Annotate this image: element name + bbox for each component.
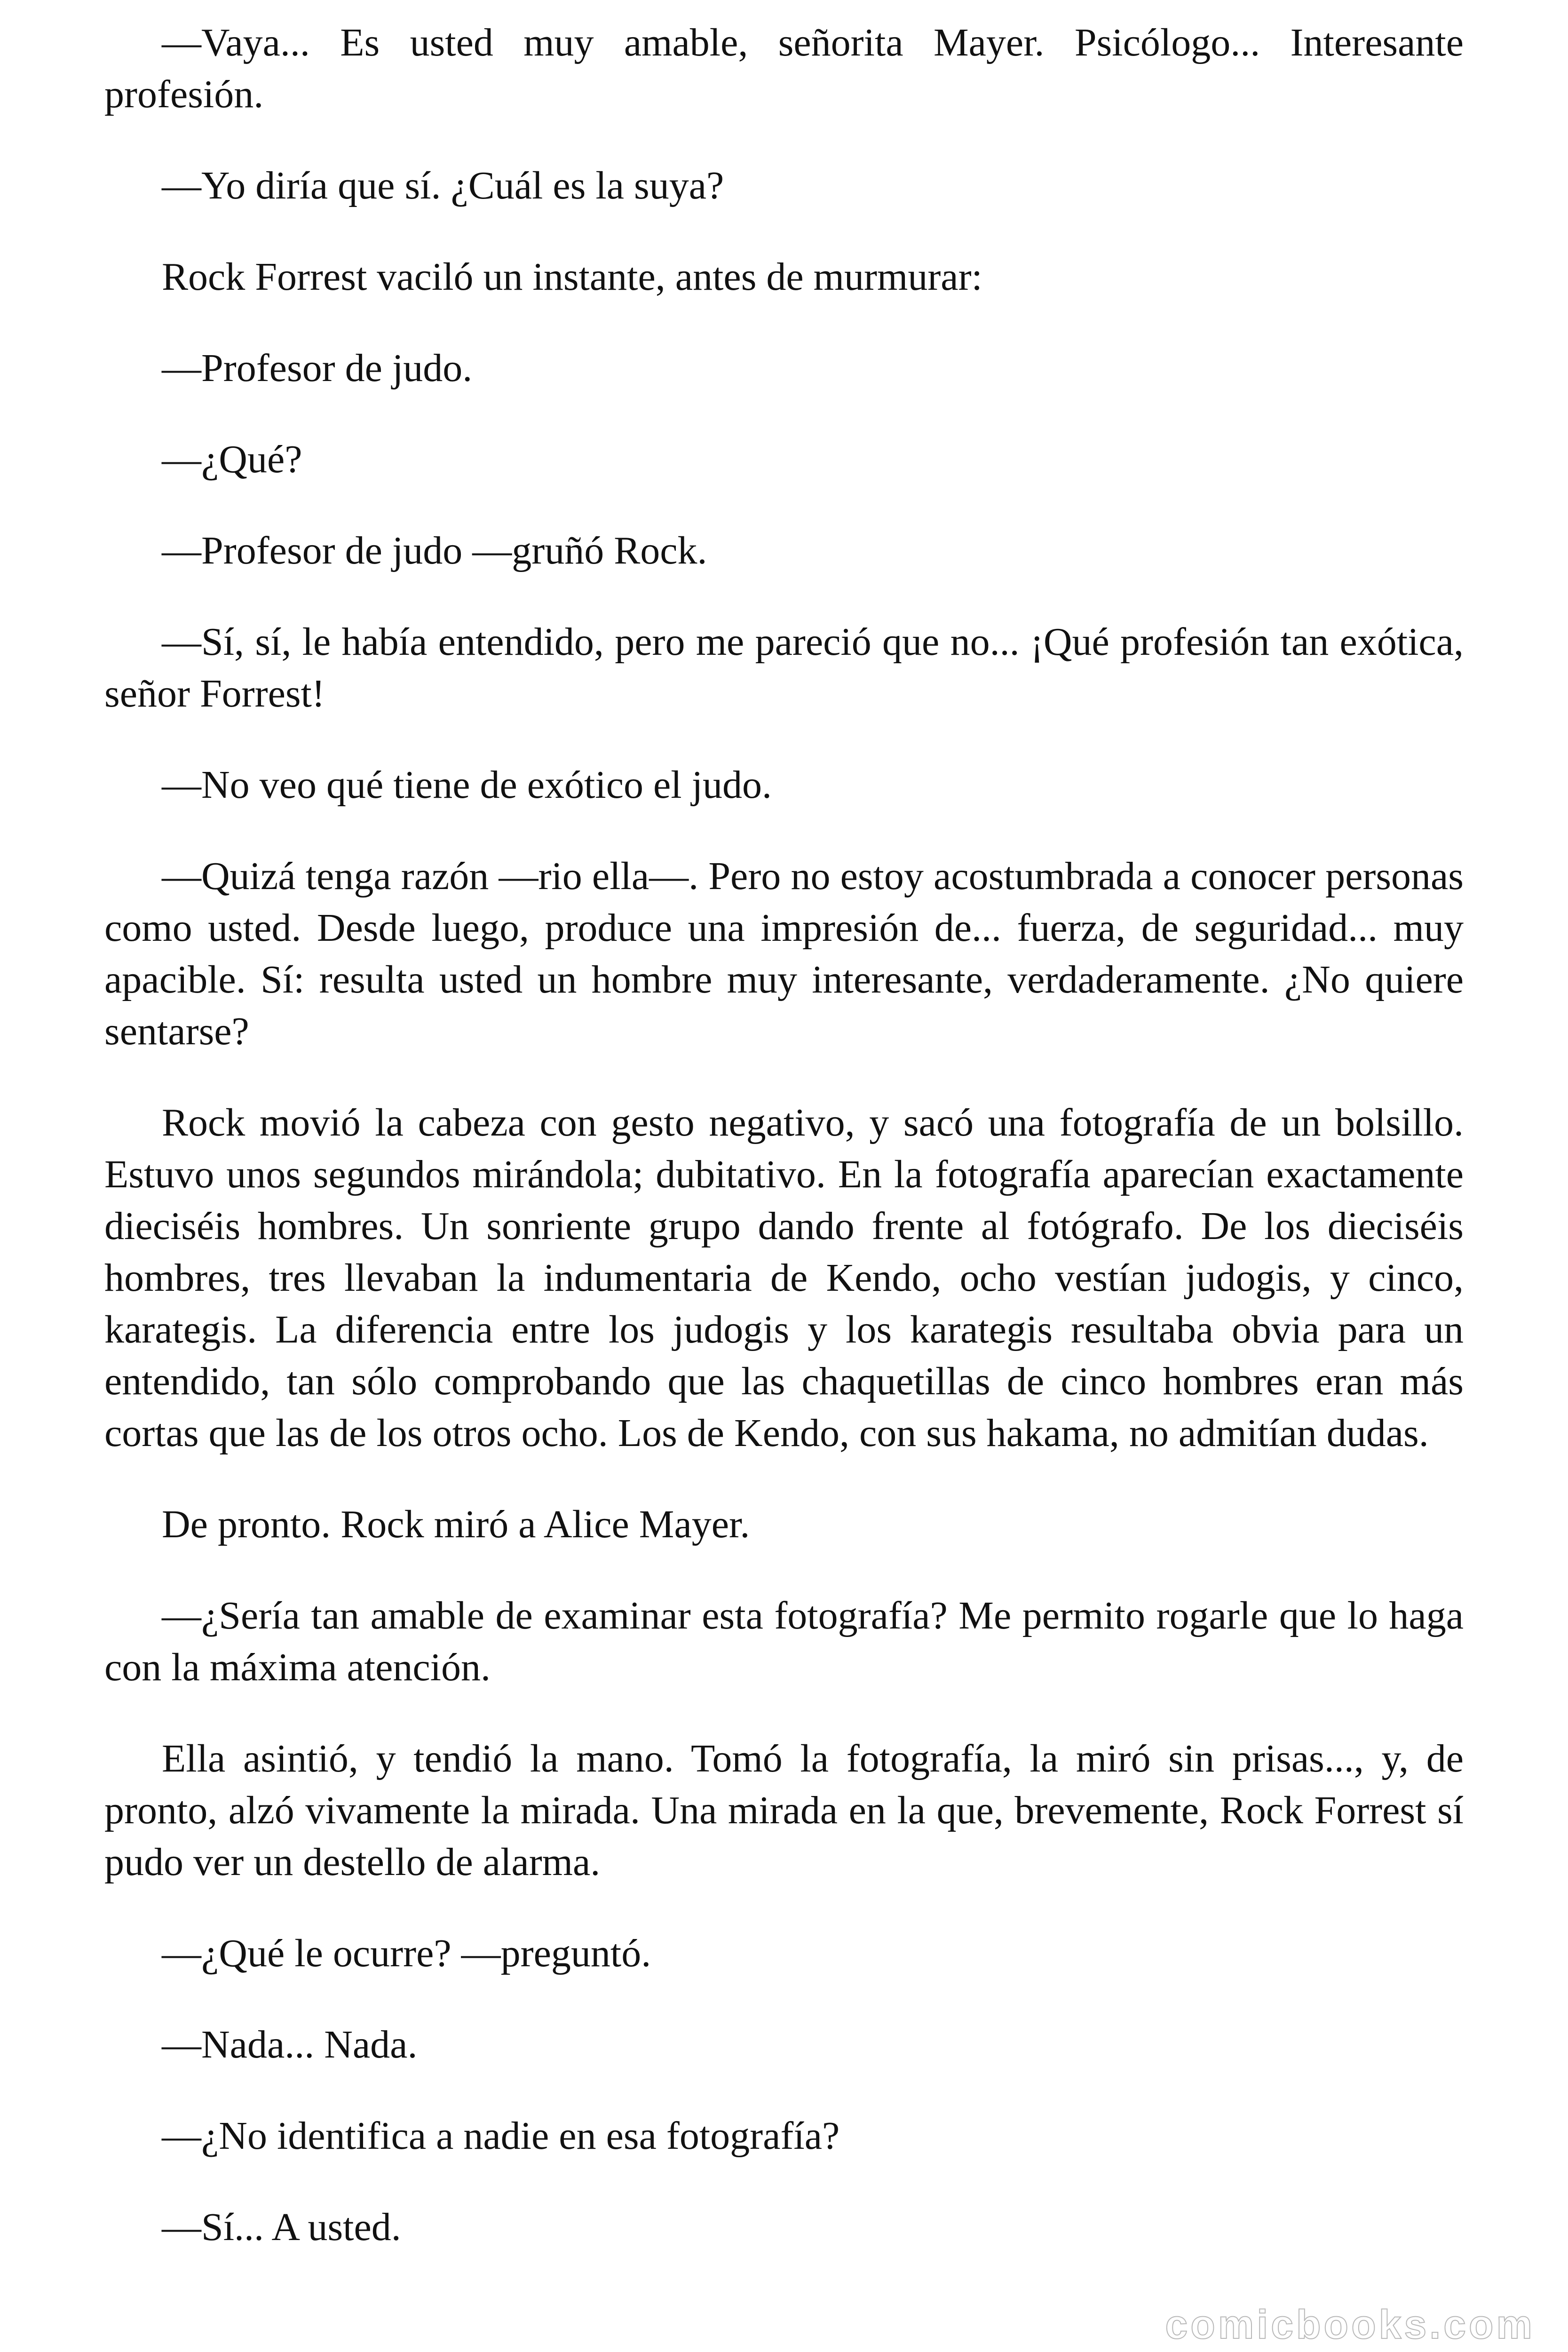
paragraph-10: Rock movió la cabeza con gesto negativo, y sacó una fotografía de un bolsillo. Estuvo unos segundos mirándola; dubitativo. En la fotografía aparecían exactamente dieciséis hombres. Un sonriente grupo dando frente al fotógrafo. De los dieciséis hombres, tres llevaban la indumentaria de Kendo, ocho vestían judogis, y cinco, karategis. La diferencia entre los judogis y los karategis resultaba obvia para un entendido, tan sólo comprobando que las chaquetillas de cinco hombres eran más cortas que las de los otros ocho. Los de Kendo, con sus hakama, no admitían dudas.: [104, 1101, 1464, 1455]
paragraph-4: —Profesor de judo.: [162, 346, 473, 390]
paragraph-14: —¿Qué le ocurre? —preguntó.: [162, 1931, 651, 1975]
paragraph-3: Rock Forrest vaciló un instante, antes de murmurar:: [162, 255, 982, 299]
paragraph-2: —Yo diría que sí. ¿Cuál es la suya?: [162, 164, 724, 207]
paragraph-17: —Sí... A usted.: [162, 2205, 401, 2249]
watermark-text: comicbooks.com: [1165, 2302, 1535, 2347]
paragraph-7: —Sí, sí, le había entendido, pero me pareció que no... ¡Qué profesión tan exótica, señor Forrest!: [104, 620, 1464, 715]
paragraph-6: —Profesor de judo —gruñó Rock.: [162, 529, 707, 572]
paragraph-9: —Quizá tenga razón —rio ella—. Pero no estoy acostumbrada a conocer personas como usted. Desde luego, produce una impresión de... fuerza, de seguridad... muy apacible. Sí: resulta usted un hombre muy interesante, verdaderamente. ¿No quiere sentarse?: [104, 854, 1464, 1053]
paragraph-16: —¿No identifica a nadie en esa fotografía?: [162, 2114, 840, 2158]
paragraph-5: —¿Qué?: [162, 437, 302, 481]
paragraph-8: —No veo qué tiene de exótico el judo.: [162, 763, 772, 807]
paragraph-12: —¿Sería tan amable de examinar esta fotografía? Me permito rogarle que lo haga con la máxima atención.: [104, 1594, 1464, 1689]
paragraph-15: —Nada... Nada.: [162, 2023, 418, 2066]
page-body-text: [104, 17, 1464, 2293]
paragraph-13: Ella asintió, y tendió la mano. Tomó la fotografía, la miró sin prisas..., y, de pronto, alzó vivamente la mirada. Una mirada en la que, brevemente, Rock Forrest sí pudo ver un destello de alarma.: [104, 1737, 1464, 1884]
paragraph-1: —Vaya... Es usted muy amable, señorita Mayer. Psicólogo... Interesante profesión.: [104, 21, 1464, 116]
paragraph-11: De pronto. Rock miró a Alice Mayer.: [162, 1502, 750, 1546]
